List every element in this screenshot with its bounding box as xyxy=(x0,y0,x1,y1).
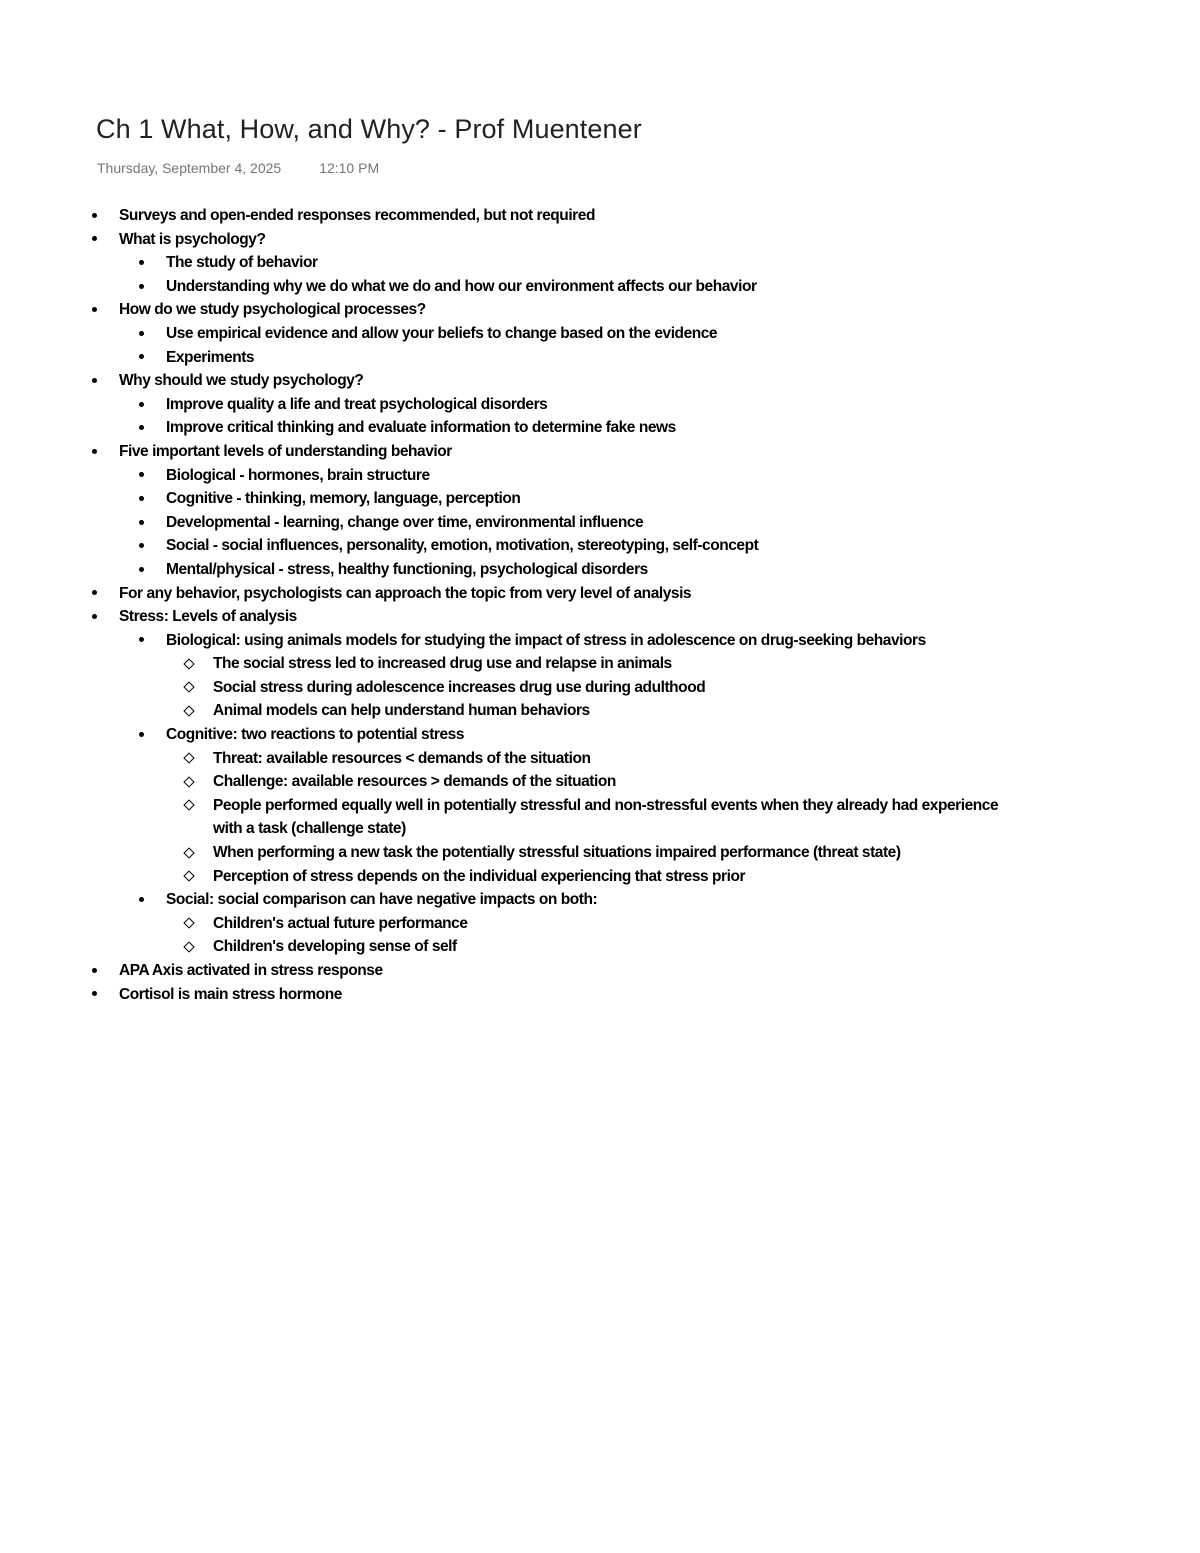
list-item-text: Children's developing sense of self xyxy=(213,938,457,956)
hollow-diamond-bullet-icon xyxy=(185,935,193,959)
list-item xyxy=(0,676,1013,700)
list-item xyxy=(0,228,1200,252)
list-item-text: Improve critical thinking and evaluate information to determine fake news xyxy=(166,419,676,437)
list-item xyxy=(0,440,1200,464)
list-item xyxy=(0,888,1200,912)
list-item-text: Experiments xyxy=(166,348,255,366)
list-item-text: Mental/physical - stress, healthy functioning, psychological disorders xyxy=(166,560,648,578)
bullet-list xyxy=(0,204,1200,1006)
list-item-text: How do we study psychological processes? xyxy=(119,301,426,319)
list-item-text: Stress: Levels of analysis xyxy=(119,608,297,626)
list-item xyxy=(0,558,1200,582)
bullet-dot-icon xyxy=(92,369,97,393)
bullet-dot-icon xyxy=(139,487,144,511)
list-item xyxy=(0,983,1200,1007)
hollow-diamond-bullet-icon xyxy=(185,794,193,818)
bullet-dot-icon xyxy=(139,393,144,417)
list-item-text: Perception of stress depends on the individual experiencing that stress prior xyxy=(213,867,746,885)
list-item xyxy=(0,605,1200,629)
list-item xyxy=(0,794,1013,841)
list-item-text: Improve quality a life and treat psychological disorders xyxy=(166,395,548,413)
page-time: 12:10 PM xyxy=(319,160,380,176)
bullet-dot-icon xyxy=(139,629,144,653)
list-item xyxy=(0,959,1200,983)
list-item xyxy=(0,841,1013,865)
list-item xyxy=(0,251,1200,275)
list-item xyxy=(0,346,1200,370)
list-item xyxy=(0,322,1200,346)
list-item-text: Social - social influences, personality, emotion, motivation, stereotyping, self-concept xyxy=(166,537,759,555)
list-item xyxy=(0,511,1200,535)
list-item-text: Animal models can help understand human behaviors xyxy=(213,702,590,720)
list-item xyxy=(0,935,1013,959)
list-item xyxy=(0,275,1200,299)
bullet-dot-icon xyxy=(139,346,144,370)
bullet-dot-icon xyxy=(92,983,97,1007)
list-item-text: People performed equally well in potentially stressful and non-stressful events when they already had experience with a task (challenge state) xyxy=(213,796,999,838)
bullet-dot-icon xyxy=(92,582,97,606)
bullet-dot-icon xyxy=(139,464,144,488)
list-item xyxy=(0,298,1200,322)
list-item xyxy=(0,865,1013,889)
bullet-dot-icon xyxy=(92,959,97,983)
hollow-diamond-bullet-icon xyxy=(185,652,193,676)
bullet-dot-icon xyxy=(139,723,144,747)
list-item xyxy=(0,204,1200,228)
list-item-text: Cognitive - thinking, memory, language, perception xyxy=(166,490,521,508)
list-item-text: Developmental - learning, change over time, environmental influence xyxy=(166,513,644,531)
list-item xyxy=(0,369,1200,393)
list-item-text: Challenge: available resources > demands of the situation xyxy=(213,773,616,791)
list-item-text: Surveys and open-ended responses recommended, but not required xyxy=(119,207,595,224)
list-item xyxy=(0,629,1200,653)
bullet-dot-icon xyxy=(139,416,144,440)
list-item xyxy=(0,652,1013,676)
hollow-diamond-bullet-icon xyxy=(185,676,193,700)
page-timestamp xyxy=(97,160,379,176)
list-item xyxy=(0,582,1200,606)
list-item-text: Biological - hormones, brain structure xyxy=(166,466,430,484)
list-item-text: Why should we study psychology? xyxy=(119,372,364,390)
hollow-diamond-bullet-icon xyxy=(185,912,193,936)
list-item xyxy=(0,770,1013,794)
list-item xyxy=(0,723,1200,747)
bullet-dot-icon xyxy=(139,534,144,558)
list-item-text: Cognitive: two reactions to potential stress xyxy=(166,726,464,744)
list-item-text: The study of behavior xyxy=(166,254,318,272)
list-item xyxy=(0,416,1200,440)
list-item-text: What is psychology? xyxy=(119,230,266,248)
bullet-dot-icon xyxy=(92,605,97,629)
page-title: Ch 1 What, How, and Why? - Prof Muentener xyxy=(96,114,642,144)
list-item xyxy=(0,912,1013,936)
list-item-text: For any behavior, psychologists can approach the topic from very level of analysis xyxy=(119,584,692,602)
list-item-text: The social stress led to increased drug use and relapse in animals xyxy=(213,655,672,673)
bullet-dot-icon xyxy=(139,511,144,535)
bullet-dot-icon xyxy=(139,275,144,299)
list-item-text: When performing a new task the potentially stressful situations impaired performance (threat state) xyxy=(213,844,901,862)
bullet-dot-icon xyxy=(139,322,144,346)
bullet-dot-icon xyxy=(92,440,97,464)
list-item xyxy=(0,747,1013,771)
bullet-dot-icon xyxy=(139,888,144,912)
list-item xyxy=(0,699,1013,723)
list-item-text: Social: social comparison can have negative impacts on both: xyxy=(166,891,598,909)
list-item-text: Cortisol is main stress hormone xyxy=(119,985,342,1003)
list-item-text: Social stress during adolescence increases drug use during adulthood xyxy=(213,678,706,696)
bullet-dot-icon xyxy=(139,558,144,582)
list-item-text: Children's actual future performance xyxy=(213,914,468,932)
bullet-dot-icon xyxy=(92,298,97,322)
list-item-text: APA Axis activated in stress response xyxy=(119,962,383,979)
list-item-text: Understanding why we do what we do and how our environment affects our behavior xyxy=(166,277,757,295)
list-item xyxy=(0,393,1200,417)
list-item xyxy=(0,534,1200,558)
list-item-text: Use empirical evidence and allow your beliefs to change based on the evidence xyxy=(166,324,718,342)
hollow-diamond-bullet-icon xyxy=(185,699,193,723)
list-item-text: Biological: using animals models for studying the impact of stress in adolescence on drug-seeking behaviors xyxy=(166,631,926,649)
hollow-diamond-bullet-icon xyxy=(185,841,193,865)
hollow-diamond-bullet-icon xyxy=(185,747,193,771)
bullet-dot-icon xyxy=(139,251,144,275)
list-item-text: Threat: available resources < demands of the situation xyxy=(213,749,591,767)
list-item xyxy=(0,487,1200,511)
notes-outline xyxy=(0,204,1200,1006)
hollow-diamond-bullet-icon xyxy=(185,865,193,889)
hollow-diamond-bullet-icon xyxy=(185,770,193,794)
page-date: Thursday, September 4, 2025 xyxy=(97,160,282,176)
list-item-text: Five important levels of understanding behavior xyxy=(119,442,452,460)
bullet-dot-icon xyxy=(92,228,97,252)
list-item xyxy=(0,464,1200,488)
bullet-dot-icon xyxy=(92,204,97,228)
